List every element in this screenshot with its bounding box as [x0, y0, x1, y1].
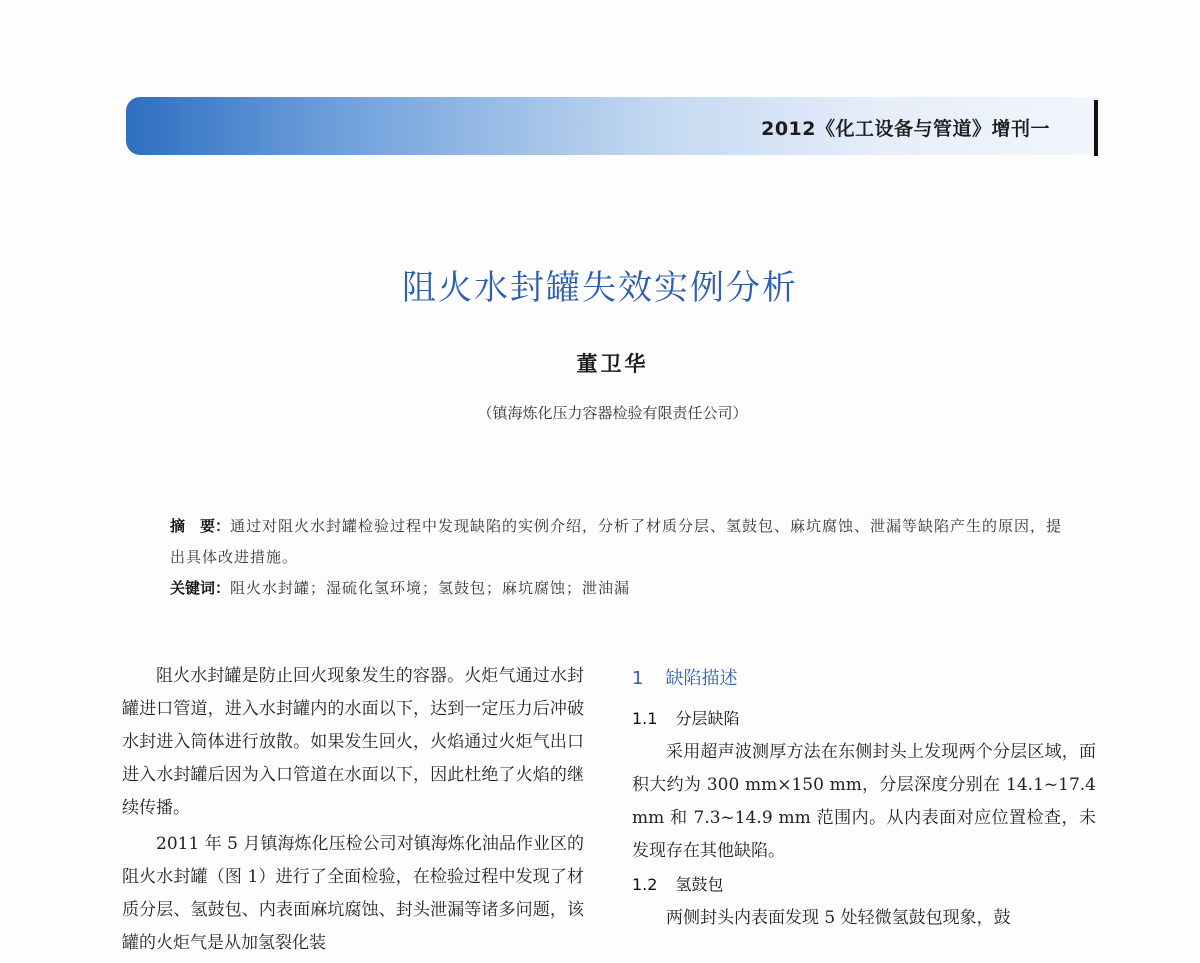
author-name: 董卫华 — [576, 351, 649, 376]
keywords — [170, 573, 1070, 604]
abstract-block — [170, 511, 1070, 604]
section-number: 1 — [632, 668, 644, 689]
subsection-title: 分层缺陷 — [675, 709, 740, 728]
abstract-label: 摘 要： — [170, 517, 231, 535]
keywords-label: 关键词： — [170, 579, 231, 597]
abstract — [170, 511, 1070, 573]
intro-paragraph-1: 阻火水封罐是防止回火现象发生的容器。火炬气通过水封罐进口管道，进入水封罐内的水面以下，达到一定压力后冲破水封进入筒体进行放散。如果发生回火，火焰通过火炬气出口进入水封罐后因为入口管道在水面以下，因此杜绝了火焰的继续传播。 — [122, 666, 584, 818]
section-title: 缺陷描述 — [665, 668, 738, 689]
hydrogen-blister-paragraph: 两侧封头内表面发现 5 处轻微氢鼓包现象，鼓 — [666, 908, 1011, 928]
section-heading-1 — [632, 662, 1096, 695]
author-affiliation: （镇海炼化压力容器检验有限责任公司） — [477, 404, 748, 422]
body-right-column — [632, 662, 1096, 935]
subsection-heading-1-1 — [632, 702, 1096, 736]
layering-paragraph: 采用超声波测厚方法在东侧封头上发现两个分层区域，面积大约为 300 mm×150 mm，分层深度分别在 14.1~17.4 mm 和 7.3~14.9 mm 范围内。从内表面对应位置检查，未发现存在其他缺陷。 — [632, 742, 1096, 861]
subsection-heading-1-2 — [632, 868, 1096, 902]
subsection-title: 氢鼓包 — [675, 875, 724, 894]
keywords-text: 阻火水封罐；湿硫化氢环境；氢鼓包；麻坑腐蚀；泄油漏 — [230, 579, 631, 597]
article-title: 阻火水封罐失效实例分析 — [402, 268, 798, 308]
banner-edge-bar — [1094, 100, 1098, 156]
abstract-text: 通过对阻火水封罐检验过程中发现缺陷的实例介绍，分析了材质分层、氢鼓包、麻坑腐蚀、泄漏等缺陷产生的原因，提出具体改进措施。 — [170, 517, 1063, 566]
intro-paragraph-2: 2011 年 5 月镇海炼化压检公司对镇海炼化油品作业区的阻火水封罐（图 1）进行了全面检验，在检验过程中发现了材质分层、氢鼓包、内表面麻坑腐蚀、封头泄漏等诸多问题，该罐的火炬气是从加氢裂化装 — [122, 834, 584, 953]
journal-name: 2012《化工设备与管道》增刊一 — [761, 118, 1050, 140]
body-left-column — [122, 660, 584, 963]
subsection-number: 1.2 — [632, 875, 658, 894]
subsection-number: 1.1 — [632, 709, 658, 728]
